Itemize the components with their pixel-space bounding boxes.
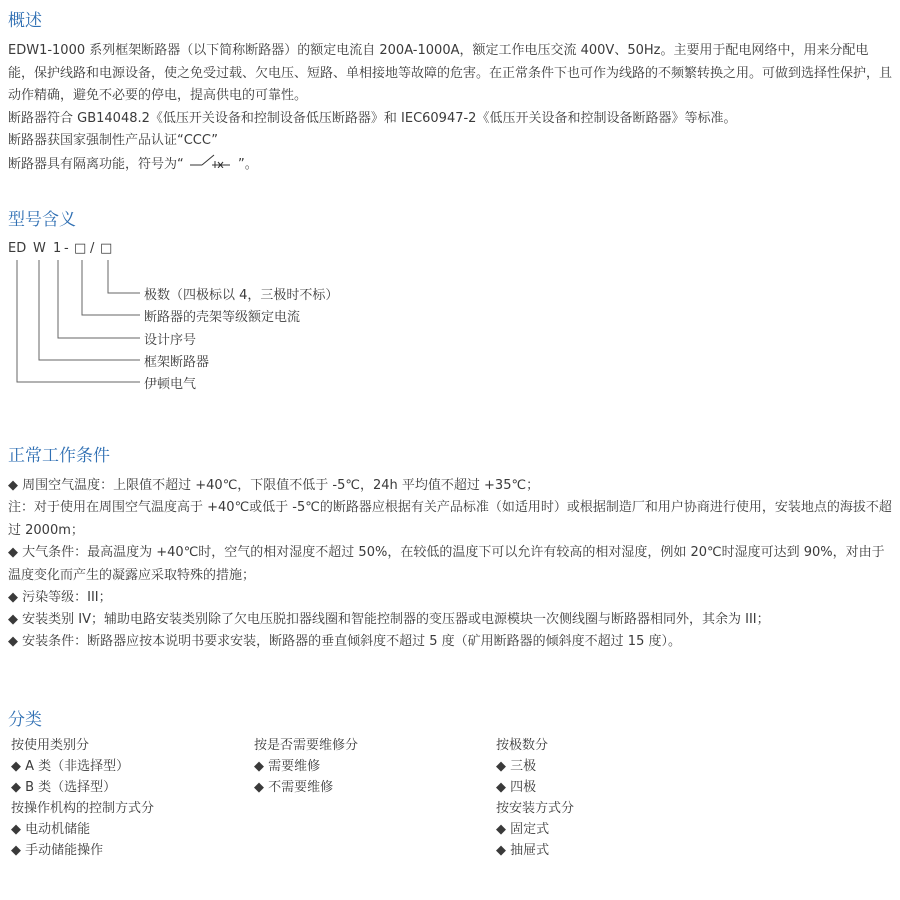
class-usage-header: 按使用类别分	[11, 738, 90, 753]
model-code-box-2: □	[100, 241, 113, 256]
condition-pollution: ◆ 污染等级：III；	[8, 590, 112, 605]
class-poles-header: 按极数分	[496, 738, 549, 753]
classification-column-2	[254, 735, 358, 798]
overview-title: 概述	[8, 11, 42, 31]
model-diagram	[8, 236, 508, 396]
condition-temperature: ◆ 周围空气温度：上限值不超过 +40℃，下限值不低于 -5℃，24h 平均值不超过 +35℃；	[8, 478, 540, 493]
conditions-title: 正常工作条件	[8, 446, 110, 466]
model-connector-lines	[8, 236, 148, 396]
condition-installation: ◆ 安装条件：断路器应按本说明书要求安装，断路器的垂直倾斜度不超过 5 度（矿用断路器的倾斜度不超过 15 度）。	[8, 634, 681, 649]
model-label-poles: 极数（四极标以 4，三极时不标）	[144, 288, 339, 303]
class-mounting-fixed: ◆ 固定式	[496, 822, 550, 837]
class-maintenance-needed: ◆ 需要维修	[254, 759, 321, 774]
overview-paragraph-3: 断路器获国家强制性产品认证“CCC”	[8, 133, 218, 148]
class-poles-four: ◆ 四极	[496, 780, 537, 795]
overview-paragraph-1: EDW1-1000 系列框架断路器（以下简称断路器）的额定电流自 200A-1000A，额定工作电压交流 400V、50Hz。主要用于配电网络中，用来分配电能，保护线路和电源设备，使之免受过载、欠电压、短路、单相接地等故障的危害。在正常条件下也可作为线路的不频繁转换之用。可做到选择性保护，且动作精确，避免不必要的停电，提高供电的可靠性。	[8, 43, 893, 103]
model-label-eaton: 伊顿电气	[144, 377, 197, 392]
model-code-slash: /	[90, 241, 95, 256]
model-label-frame-current: 断路器的壳架等级额定电流	[144, 310, 301, 325]
isolation-switch-icon	[188, 152, 234, 177]
class-operation-motor: ◆ 电动机储能	[11, 822, 91, 837]
model-code-w: W	[33, 241, 46, 256]
overview-paragraph-2: 断路器符合 GB14048.2《低压开关设备和控制设备低压断路器》和 IEC60947-2《低压开关设备和控制设备断路器》等标准。	[8, 111, 737, 126]
class-mounting-drawout: ◆ 抽屉式	[496, 843, 550, 858]
model-code-dash: -	[64, 241, 69, 256]
model-code-ed: ED	[8, 241, 27, 256]
class-usage-b: ◆ B 类（选择型）	[11, 780, 117, 795]
classification-title: 分类	[8, 710, 42, 730]
class-maintenance-not-needed: ◆ 不需要维修	[254, 780, 334, 795]
model-label-frame-breaker: 框架断路器	[144, 355, 210, 370]
isolation-text-before: 断路器具有隔离功能，符号为“	[8, 156, 184, 172]
model-code-1: 1	[53, 241, 62, 256]
overview-paragraph-4	[8, 152, 892, 177]
model-code-box-1: □	[74, 241, 87, 256]
class-poles-three: ◆ 三极	[496, 759, 537, 774]
class-maintenance-header: 按是否需要维修分	[254, 738, 359, 753]
model-label-design-serial: 设计序号	[144, 333, 197, 348]
class-operation-manual: ◆ 手动储能操作	[11, 843, 104, 858]
condition-installation-category: ◆ 安装类别 IV；辅助电路安装类别除了欠电压脱扣器线圈和智能控制器的变压器或电源模块一次侧线圈与断路器相同外，其余为 III；	[8, 612, 770, 627]
condition-atmosphere: ◆ 大气条件：最高温度为 +40℃时，空气的相对湿度不超过 50%，在较低的温度下可以允许有较高的相对湿度，例如 20℃时湿度可达到 90%，对由于温度变化而产生的凝露应采取特殊的措施；	[8, 545, 885, 583]
class-operation-header: 按操作机构的控制方式分	[11, 801, 155, 816]
isolation-text-after: ”。	[238, 156, 258, 172]
model-title: 型号含义	[8, 210, 76, 230]
class-mounting-header: 按安装方式分	[496, 801, 575, 816]
classification-column-3	[496, 735, 574, 861]
class-usage-a: ◆ A 类（非选择型）	[11, 759, 130, 774]
classification-column-1	[11, 735, 154, 861]
condition-note: 注：对于使用在周围空气温度高于 +40℃或低于 -5℃的断路器应根据有关产品标准（如适用时）或根据制造厂和用户协商进行使用，安装地点的海拔不超过 2000m；	[8, 500, 892, 538]
